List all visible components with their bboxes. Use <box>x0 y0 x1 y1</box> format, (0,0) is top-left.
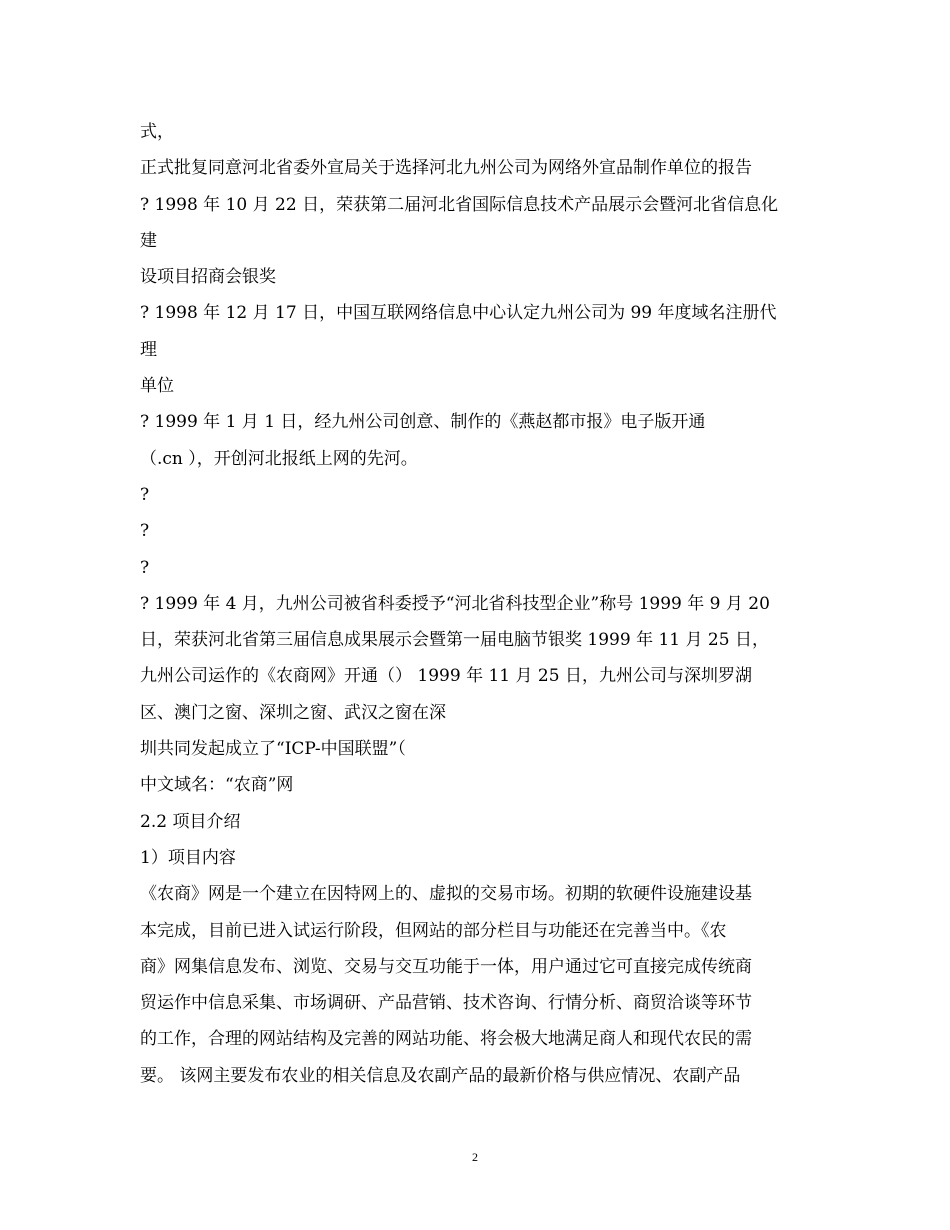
document-body <box>140 114 820 1094</box>
text-line: ? 1999 年 4 月，九州公司被省科委授予“河北省科技型企业”称号 1999 年 9 月 20 <box>140 593 770 614</box>
section-heading: 2.2 项目介绍 <box>140 811 241 832</box>
subsection-heading: 1）项目内容 <box>140 847 236 868</box>
text-line: ? 1998 年 12 月 17 日，中国互联网络信息中心认定九州公司为 99 年度域名注册代 <box>140 303 777 324</box>
paragraph-line: 《农商》网是一个建立在因特网上的、虚拟的交易市场。初期的软硬件设施建设基 <box>140 884 752 905</box>
text-line: 设项目招商会银奖 <box>140 267 276 288</box>
page-number: 2 <box>472 1150 478 1164</box>
paragraph-line: 商》网集信息发布、浏览、交易与交互功能于一体，用户通过它可直接完成传统商 <box>140 956 752 977</box>
text-line: ? <box>140 484 150 505</box>
paragraph-line: 要。 该网主要发布农业的相关信息及农副产品的最新价格与供应情况、农副产品 <box>140 1065 741 1086</box>
text-line: 建 <box>140 230 157 251</box>
text-line: 九州公司运作的《农商网》开通（） 1999 年 11 月 25 日，九州公司与深圳罗湖 <box>140 666 752 687</box>
text-line: （.cn ），开创河北报纸上网的先河。 <box>140 448 418 469</box>
text-line: ? <box>140 521 150 542</box>
text-line: 圳共同发起成立了“ICP-中国联盟”（ <box>140 739 406 760</box>
text-line: 中文域名：“农商”网 <box>140 775 294 796</box>
text-line: 理 <box>140 339 157 360</box>
text-line: ? <box>140 557 150 578</box>
paragraph-line: 本完成，目前已进入试运行阶段，但网站的部分栏目与功能还在完善当中。《农 <box>140 920 727 941</box>
text-line: ? 1998 年 10 月 22 日，荣获第二届河北省国际信息技术产品展示会暨河北省信息化 <box>140 194 779 215</box>
text-line: 正式批复同意河北省委外宣局关于选择河北九州公司为网络外宣品制作单位的报告 <box>140 158 752 179</box>
paragraph-line: 的工作，合理的网站结构及完善的网站功能、将会极大地满足商人和现代农民的需 <box>140 1029 752 1050</box>
text-line: 式， <box>140 122 174 142</box>
paragraph-line: 贸运作中信息采集、市场调研、产品营销、技术咨询、行情分析、商贸洽谈等环节 <box>140 993 752 1014</box>
text-line: 日，荣获河北省第三届信息成果展示会暨第一届电脑节银奖 1999 年 11 月 25 日， <box>140 630 769 651</box>
text-line: 单位 <box>140 376 174 397</box>
text-line: 区、澳门之窗、深圳之窗、武汉之窗在深 <box>140 702 446 723</box>
text-line: ? 1999 年 1 月 1 日，经九州公司创意、制作的《燕赵都市报》电子版开通 <box>140 412 706 433</box>
